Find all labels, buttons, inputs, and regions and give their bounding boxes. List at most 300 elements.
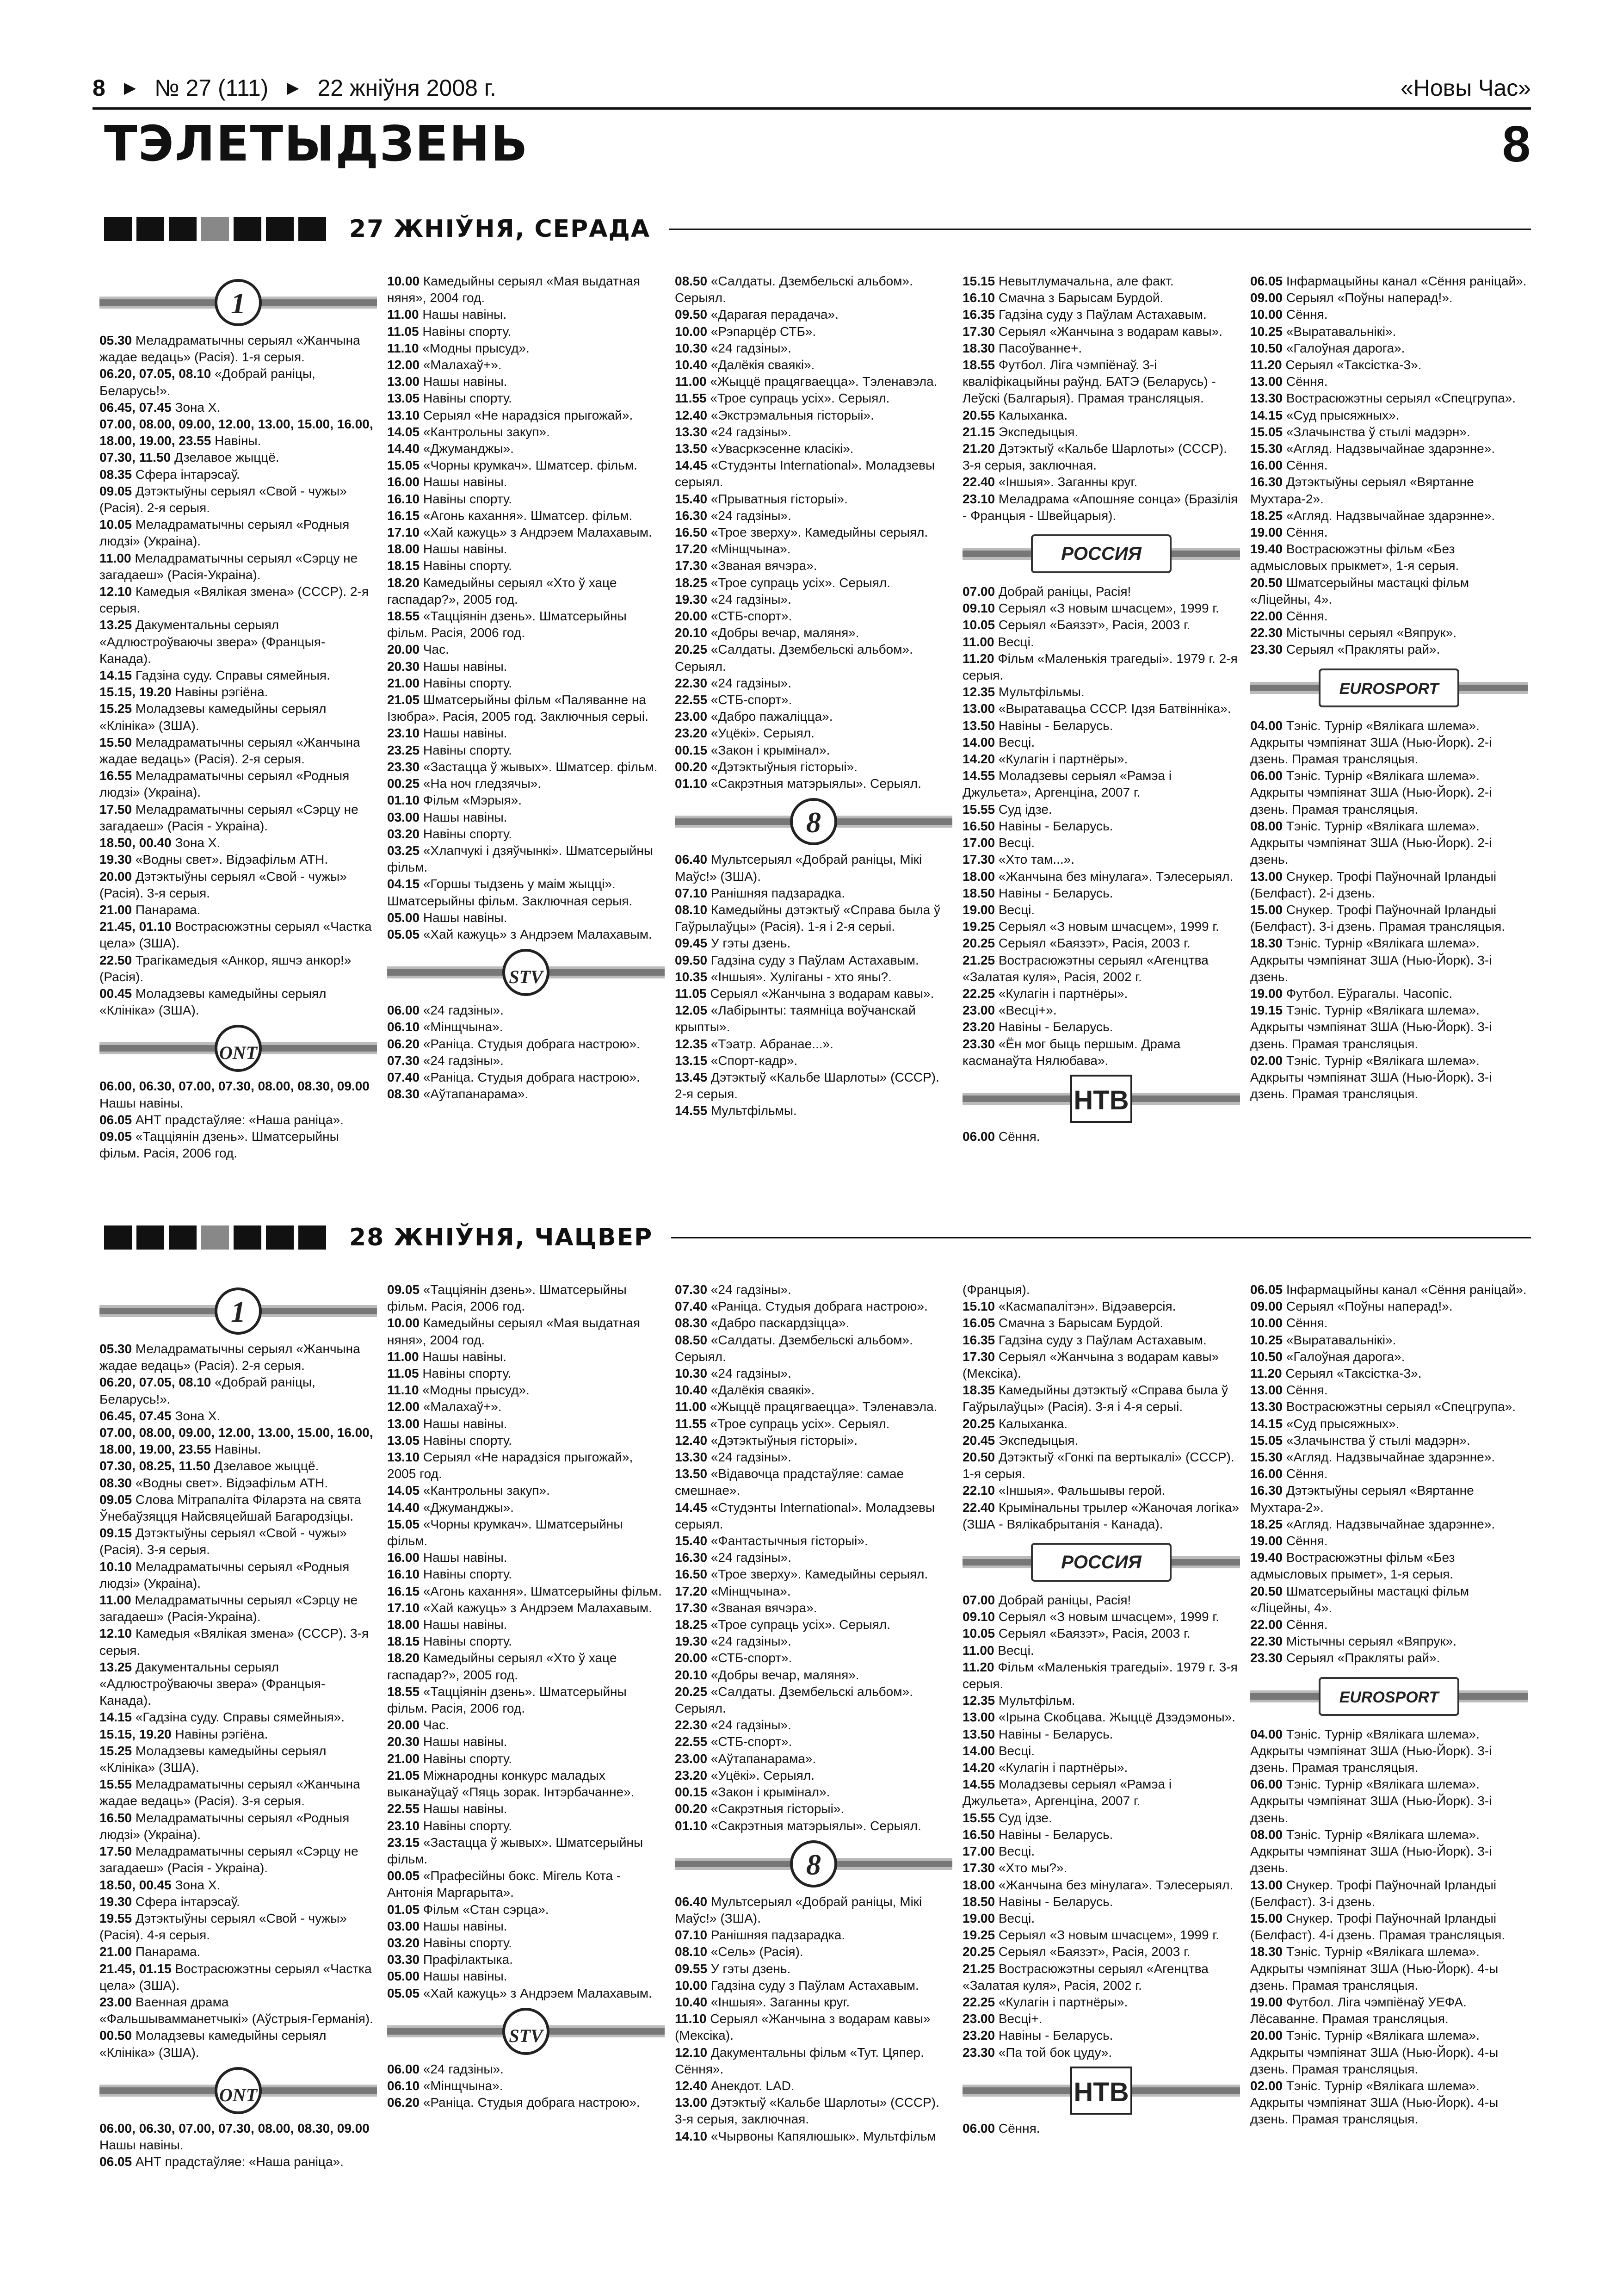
program-title: Камедыя «Вялікая змена» (СССР). 3-я серыя. <box>99 1626 369 1658</box>
program-title: «Агонь кахання». Шматсер. фільм. <box>423 508 633 523</box>
program-entry <box>963 1743 1240 1759</box>
program-title: Навіны спорту. <box>422 324 512 339</box>
program-title: Навіны рэгіёна. <box>175 1727 268 1741</box>
program-entry <box>99 767 377 801</box>
program-title: Навіны - Беларусь. <box>998 1727 1113 1741</box>
program-entry <box>1250 641 1528 658</box>
program-time: 13.50 <box>963 1727 995 1741</box>
program-title: «Прафесійны бокс. Мігель Кота - Антонія Маргарыта». <box>387 1869 621 1900</box>
program-title: Сёння. <box>998 1129 1040 1144</box>
program-entry <box>675 440 952 457</box>
program-title: Навіны спорту. <box>423 1818 512 1833</box>
program-entry <box>387 1683 665 1717</box>
program-time: 15.15 <box>963 274 995 288</box>
program-title: «Добрай раніцы, Беларусь!». <box>99 366 315 398</box>
program-time: 15.25 <box>99 1743 132 1758</box>
program-time: 16.50 <box>675 525 708 540</box>
program-entry <box>1250 373 1528 390</box>
program-time: 16.35 <box>963 1332 995 1347</box>
program-entry <box>675 357 952 373</box>
program-title: «Трое зверху». Камедыйны серыял. <box>710 525 928 540</box>
program-entry <box>675 1961 952 1977</box>
program-title: «Кантрольны закуп». <box>423 1483 550 1498</box>
program-time: 14.15 <box>1250 1416 1283 1431</box>
program-title: Весці. <box>998 735 1035 749</box>
program-entry <box>1250 1943 1528 1994</box>
program-time: 03.30 <box>387 1952 420 1967</box>
program-time: 20.25 <box>963 1944 995 1959</box>
program-entry <box>963 1776 1240 1809</box>
issue-date: 22 жніўня 2008 г. <box>317 75 496 101</box>
program-entry <box>963 1843 1240 1860</box>
program-title: Мультсерыял «Добрай раніцы, Мікі Маўс!» (ЗША). <box>675 852 922 884</box>
program-entry <box>1250 1399 1528 1415</box>
program-entry <box>675 1566 952 1583</box>
program-entry <box>1250 902 1528 935</box>
program-time: 23.00 <box>675 1751 708 1766</box>
program-entry <box>675 1533 952 1549</box>
program-entry <box>675 1416 952 1432</box>
program-title: Сёння. <box>1286 525 1328 540</box>
program-entry <box>963 424 1240 440</box>
program-title: Тэніс. Турнір «Вялікага шлема». Адкрыты чэмпіянат ЗША (Нью-Йорк). 3-і дзень. Прамая трансляцыя. <box>1250 1727 1492 1775</box>
program-time: 10.25 <box>1250 1332 1283 1347</box>
program-title: Нашы навіны. <box>423 1969 507 1984</box>
program-entry <box>387 1019 665 1035</box>
program-time: 18.35 <box>963 1383 995 1398</box>
program-title: Тэніс. Турнір «Вялікага шлема». Адкрыты чэмпіянат ЗША (Нью-Йорк). 3-і дзень. <box>1250 936 1492 984</box>
program-entry <box>963 2027 1240 2044</box>
program-title: Нашы навіны. <box>423 1416 507 1431</box>
day-rule <box>671 1237 1531 1238</box>
schedule-column <box>1250 1281 1528 2221</box>
program-time: 19.15 <box>1250 1003 1283 1018</box>
program-title: «Чырвоны Капялюшык». Мультфільм <box>710 2129 936 2143</box>
program-entry <box>1250 2027 1528 2078</box>
program-title: Сфера інтарэсаў. <box>135 1894 240 1909</box>
program-title: «Раніца. Студыя добрага настрою». <box>710 1299 928 1314</box>
program-time: 23.25 <box>387 743 420 757</box>
program-entry <box>1250 357 1528 373</box>
program-time: 15.25 <box>99 701 132 716</box>
program-title: «Тацціянін дзень». Шматсерыйны фільм. Расія, 2006 год. <box>387 1684 627 1716</box>
program-title: «СТБ-спорт». <box>710 1734 792 1749</box>
program-time: 09.05 <box>99 1129 132 1144</box>
program-title: Панарама. <box>135 1944 201 1959</box>
program-entry <box>675 1784 952 1801</box>
program-time: 22.50 <box>99 953 132 967</box>
program-time: 18.15 <box>387 1634 420 1649</box>
program-entry <box>1250 474 1528 507</box>
svg-text:ONT: ONT <box>219 2084 258 2105</box>
program-time: 07.10 <box>675 885 708 900</box>
program-time: 21.20 <box>963 441 995 456</box>
program-title: Меладраматычны серыял «Сэрцу не загадаеш» (Расія - Украіна). <box>99 802 358 833</box>
program-entry <box>387 1432 665 1449</box>
program-entry <box>675 641 952 675</box>
program-title: «Сакрэтныя матэрыялы». Серыял. <box>710 776 921 791</box>
decor-square <box>136 217 164 241</box>
program-entry <box>387 2061 665 2078</box>
program-entry <box>99 1424 377 1458</box>
program-entry <box>963 340 1240 357</box>
program-time: 16.00 <box>1250 1467 1283 1481</box>
program-time: 13.30 <box>675 424 708 439</box>
program-time: 05.05 <box>387 1986 420 2000</box>
program-entry <box>1250 575 1528 608</box>
program-time: 18.55 <box>963 358 995 372</box>
program-title: Меладраматычны серыял «Жанчына жадае ведаць» (Расія). 1-я серыя. <box>99 333 360 365</box>
program-title: Серыял «Баязэт», Расія, 2003 г. <box>998 1626 1191 1641</box>
program-entry <box>387 557 665 574</box>
program-title: «Трое супраць усіх». Серыял. <box>710 575 890 590</box>
program-title: Дэтэктыўны серыял «Вяртанне Мухтара-2». <box>1250 475 1474 506</box>
program-entry <box>1250 718 1528 768</box>
program-time: 14.20 <box>963 1760 995 1775</box>
program-title: Серыял «З новым шчасцем», 1999 г. <box>998 1928 1219 1943</box>
program-time: 22.10 <box>963 1483 995 1498</box>
program-entry <box>963 273 1240 290</box>
program-time: 17.20 <box>675 542 708 557</box>
program-entry <box>1250 935 1528 985</box>
program-entry <box>99 1776 377 1809</box>
program-time: 11.55 <box>675 1416 707 1431</box>
program-title: «Джуманджы». <box>423 1500 514 1515</box>
program-entry <box>963 1943 1240 1960</box>
program-entry <box>963 1019 1240 1035</box>
program-entry <box>675 1894 952 1927</box>
program-time: 10.00 <box>1250 1316 1283 1331</box>
program-entry <box>675 491 952 507</box>
program-time: 22.40 <box>963 1500 995 1515</box>
program-title: «Мінщчына». <box>710 1584 791 1598</box>
program-time: 16.35 <box>963 307 995 322</box>
program-time: 22.30 <box>1250 625 1283 640</box>
program-time: 18.25 <box>675 1617 708 1632</box>
program-entry <box>963 290 1240 306</box>
decor-square <box>201 217 229 241</box>
program-title: «Салдаты. Дзембельскі альбом». Серыял. <box>675 274 913 305</box>
program-time: 06.20, 07.05, 08.10 <box>99 366 211 381</box>
program-time: 06.05 <box>1250 274 1283 288</box>
program-entry <box>387 1281 665 1315</box>
program-entry <box>675 1633 952 1650</box>
program-entry <box>1250 1650 1528 1666</box>
program-entry <box>387 1935 665 1951</box>
program-entry <box>387 1834 665 1868</box>
program-time: 19.40 <box>1250 1550 1283 1565</box>
program-entry <box>963 1726 1240 1743</box>
program-time: 16.15 <box>387 1584 420 1598</box>
program-title: «Касмапалітэн». Відэаверсія. <box>998 1299 1176 1314</box>
program-entry <box>99 1877 377 1894</box>
program-time: 15.30 <box>1250 1450 1283 1465</box>
program-entry <box>963 1994 1240 2011</box>
program-title: Анекдот. LAD. <box>710 2078 795 2093</box>
program-title: «Спорт-кадр». <box>710 1053 798 1068</box>
program-time: 06.00 <box>963 2121 995 2135</box>
program-title: Весці+. <box>998 2011 1043 2026</box>
page-number-large: 8 <box>1502 116 1530 173</box>
program-title: «Сель» (Расія). <box>710 1944 803 1959</box>
program-time: 07.00 <box>963 584 995 599</box>
program-entry <box>1250 440 1528 457</box>
program-title: Дэтэктыўны серыял «Свой - чужы» (Расія). 4-я серыя. <box>99 1911 347 1943</box>
program-time: 21.45, 01.10 <box>99 919 172 934</box>
program-entry <box>99 734 377 767</box>
program-entry <box>1250 1449 1528 1466</box>
program-time: 14.00 <box>963 1743 995 1758</box>
program-entry <box>675 1382 952 1399</box>
program-time: 21.05 <box>387 693 420 707</box>
header-rule <box>93 107 1531 110</box>
program-title: «24 гадзіны». <box>710 340 791 355</box>
program-title: Дэтэктыў «Кальбе Шарлоты» (СССР). 3-я серыя, заключная. <box>675 2095 939 2127</box>
program-entry <box>99 1726 377 1743</box>
program-time: 10.40 <box>675 1994 708 2009</box>
program-title: Смачна з Барысам Бурдой. <box>998 1316 1164 1331</box>
program-entry <box>675 969 952 985</box>
program-entry <box>1250 2078 1528 2128</box>
decor-square <box>266 217 294 241</box>
program-title: «Закон і крымінал». <box>710 743 830 757</box>
program-entry <box>675 775 952 792</box>
program-title: Меладраматычны серыял «Жанчына жадае ведаць» (Расія). 2-я серыя. <box>99 735 360 767</box>
program-time: 11.00 <box>675 1399 707 1414</box>
schedule-column <box>1250 273 1528 1212</box>
program-entry <box>675 742 952 759</box>
program-entry <box>99 1659 377 1709</box>
program-time: 16.00 <box>387 1550 420 1565</box>
program-entry <box>675 1432 952 1449</box>
program-entry <box>99 449 377 466</box>
program-entry <box>963 1910 1240 1927</box>
program-title: «Дабро пажаліцца». <box>710 709 833 724</box>
program-time: 19.30 <box>99 852 132 867</box>
program-entry <box>99 483 377 516</box>
program-entry <box>387 1416 665 1432</box>
channel-logo <box>99 1021 377 1076</box>
program-title: «Агляд. Надзвычайнае здарэнне». <box>1286 1516 1495 1531</box>
program-time: 16.50 <box>963 1827 995 1842</box>
program-entry <box>963 700 1240 717</box>
program-title: «24 гадзіны». <box>710 508 791 523</box>
program-entry <box>387 1549 665 1566</box>
program-time: 09.55 <box>675 1961 708 1976</box>
program-title: Серыял «Поўны наперад!». <box>1286 1299 1453 1314</box>
svg-text:РОССИЯ: РОССИЯ <box>1061 1552 1142 1573</box>
program-title: «Жанчына без мінулага». Тэлесерыял. <box>998 869 1234 884</box>
program-entry <box>1250 1432 1528 1449</box>
program-time: 17.50 <box>99 1844 132 1859</box>
channel-logo <box>99 1283 377 1339</box>
program-entry <box>963 718 1240 734</box>
program-title: Калыханка. <box>998 408 1068 422</box>
program-title: «Кулагін і партнёры». <box>998 986 1128 1001</box>
program-title: Шматсерыйны фільм «Паляванне на Ізюбра». Расія, 2005 год. Заключныя серыі. <box>387 693 648 724</box>
program-entry <box>675 373 952 390</box>
page-number: 8 <box>93 75 105 101</box>
program-entry <box>963 751 1240 767</box>
program-time: 21.05 <box>387 1768 420 1782</box>
program-title: «Весці+». <box>998 1003 1057 1018</box>
program-entry <box>963 474 1240 490</box>
day-title: 28 ЖНІЎНЯ, ЧАЦВЕР <box>349 1224 653 1251</box>
program-title: Пасоўванне+. <box>998 340 1082 355</box>
program-entry <box>99 801 377 835</box>
program-title: Фільм «Мэрыя». <box>423 793 522 808</box>
program-entry <box>963 868 1240 885</box>
program-entry <box>387 1951 665 1968</box>
program-time: 09.05 <box>99 483 132 498</box>
program-entry <box>963 1449 1240 1482</box>
program-time: 23.00 <box>675 709 708 724</box>
program-title: Весці. <box>998 1844 1035 1859</box>
program-time: 15.00 <box>1250 902 1283 917</box>
program-entry <box>675 306 952 323</box>
program-time: 23.20 <box>675 1768 708 1782</box>
program-entry <box>1250 507 1528 524</box>
program-time: 06.10 <box>387 1020 420 1034</box>
program-time: 14.20 <box>963 752 995 767</box>
program-entry <box>99 2120 377 2154</box>
program-entry <box>675 524 952 541</box>
program-entry <box>99 1374 377 1407</box>
program-title: «Экстрэмальныя гісторыі». <box>710 408 874 422</box>
program-title: Сёння. <box>1286 609 1328 624</box>
program-time: 21.00 <box>99 1944 132 1959</box>
program-title: Зона Х. <box>175 1877 221 1892</box>
svg-text:STV: STV <box>509 966 543 988</box>
program-time: 11.05 <box>387 324 419 339</box>
program-entry <box>387 1052 665 1069</box>
program-time: 20.00 <box>675 609 708 624</box>
program-time: 13.00 <box>1250 869 1283 884</box>
program-time: 11.00 <box>675 374 707 389</box>
program-entry <box>675 2094 952 2128</box>
program-title: Экспедыцыя. <box>998 1433 1079 1448</box>
program-entry <box>1250 524 1528 541</box>
program-time: 09.50 <box>675 953 708 967</box>
svg-text:1: 1 <box>231 287 246 320</box>
program-time: 04.15 <box>387 877 420 891</box>
program-time: 06.00 <box>387 2061 420 2076</box>
program-title: Нашы навіны. <box>423 1617 507 1632</box>
program-entry <box>387 926 665 943</box>
program-entry <box>675 952 952 969</box>
program-title: Нашы навіны. <box>423 659 507 674</box>
channel-logo <box>963 526 1240 582</box>
program-entry <box>1250 290 1528 306</box>
program-title: «Тацціянін дзень». Шматсерыйны фільм. Расія, 2006 год. <box>387 609 627 640</box>
program-time: 16.05 <box>963 1316 995 1331</box>
program-entry <box>387 1566 665 1583</box>
program-entry <box>1250 1416 1528 1432</box>
program-entry <box>963 1332 1240 1349</box>
program-title: Нашы навіны. <box>423 1550 507 1565</box>
program-time: 14.40 <box>387 1500 420 1515</box>
program-entry <box>675 902 952 935</box>
program-entry <box>387 306 665 323</box>
program-time: 00.45 <box>99 986 132 1001</box>
program-entry <box>1250 1298 1528 1315</box>
program-title: Сёння. <box>1286 307 1328 322</box>
program-entry <box>963 2011 1240 2027</box>
program-time: 15.40 <box>675 491 708 506</box>
program-entry <box>1250 306 1528 323</box>
program-time: 10.50 <box>1250 340 1283 355</box>
program-title: Снукер. Трофі Паўночнай Ірландыі (Белфаст). 2-і дзень. <box>1250 869 1497 900</box>
program-title: «Увасркэсенне класікі». <box>710 441 854 456</box>
program-time: 16.30 <box>675 1550 708 1565</box>
channel-logo <box>675 1836 952 1892</box>
program-title: Моладзевы серыял «Рамэа і Джульета», Аргенціна, 2007 г. <box>963 768 1172 800</box>
program-entry <box>387 1449 665 1482</box>
program-time: 11.10 <box>675 2011 707 2026</box>
program-title: Навіны спорту. <box>422 1366 512 1381</box>
program-entry <box>99 1525 377 1558</box>
program-title: Навіны спорту. <box>423 491 512 506</box>
program-time: 21.15 <box>963 424 995 439</box>
program-title: «24 гадзіны». <box>710 1450 791 1465</box>
program-entry <box>1250 1332 1528 1349</box>
program-entry <box>963 2044 1240 2061</box>
program-entry <box>675 1466 952 1499</box>
program-time: 11.10 <box>387 1383 419 1398</box>
program-entry <box>963 1860 1240 1876</box>
program-title: «Іншыя». Хуліганы - хто яны?. <box>710 969 892 984</box>
program-title: Серыял «Жанчына з водарам кавы» (Мексіка). <box>963 1349 1219 1381</box>
program-title: «Суд прысяжных». <box>1286 1416 1400 1431</box>
program-entry <box>963 1382 1240 1415</box>
program-title: «Мінщчына». <box>423 1020 503 1034</box>
program-time: 03.25 <box>387 843 420 858</box>
program-title: Тэніс. Турнір «Вялікага шлема». Адкрыты чэмпіянат ЗША (Нью-Йорк). 3-і дзень. Прамая трансляцыя. <box>1250 1003 1492 1051</box>
program-time: 19.00 <box>1250 525 1283 540</box>
program-time: 14.00 <box>963 735 995 749</box>
program-title: «Мінщчына». <box>423 2078 503 2093</box>
program-time: 06.10 <box>387 2078 420 2093</box>
program-title: Сёння. <box>1286 1316 1328 1331</box>
program-entry <box>99 851 377 868</box>
program-time: 20.50 <box>1250 575 1283 590</box>
program-entry <box>99 516 377 550</box>
program-entry <box>675 591 952 608</box>
program-time: 19.40 <box>1250 542 1283 557</box>
program-entry <box>963 1659 1240 1692</box>
program-title: «Лабірынты: таямніца воўчанскай крыпты». <box>675 1003 916 1034</box>
program-time: 05.30 <box>99 333 132 347</box>
program-title: «Дабро паскардзіцца». <box>710 1316 850 1331</box>
program-entry <box>963 885 1240 902</box>
program-title: Дэтэктыўны серыял «Свой - чужы» (Расія). 3-я серыя. <box>99 1526 347 1557</box>
program-entry <box>963 851 1240 868</box>
program-time: 18.25 <box>675 575 708 590</box>
program-time: 13.50 <box>963 718 995 733</box>
program-time: 16.00 <box>1250 458 1283 473</box>
program-title: «Жыццё працягваецца». Тэленавэла. <box>710 1399 938 1414</box>
program-entry <box>99 667 377 684</box>
program-title: «Хто мы?». <box>998 1861 1068 1875</box>
program-entry <box>387 440 665 457</box>
program-time: 17.30 <box>675 558 708 573</box>
program-title: Сёння. <box>998 2121 1040 2135</box>
program-title: «Сакрэтныя гісторыі». <box>710 1801 845 1816</box>
program-time: 18.00 <box>387 1617 420 1632</box>
program-title: Экспедыцыя. <box>998 424 1079 439</box>
channel-logo <box>387 2004 665 2059</box>
program-title: Містычны серыял «Вяпрук». <box>1286 1634 1456 1649</box>
